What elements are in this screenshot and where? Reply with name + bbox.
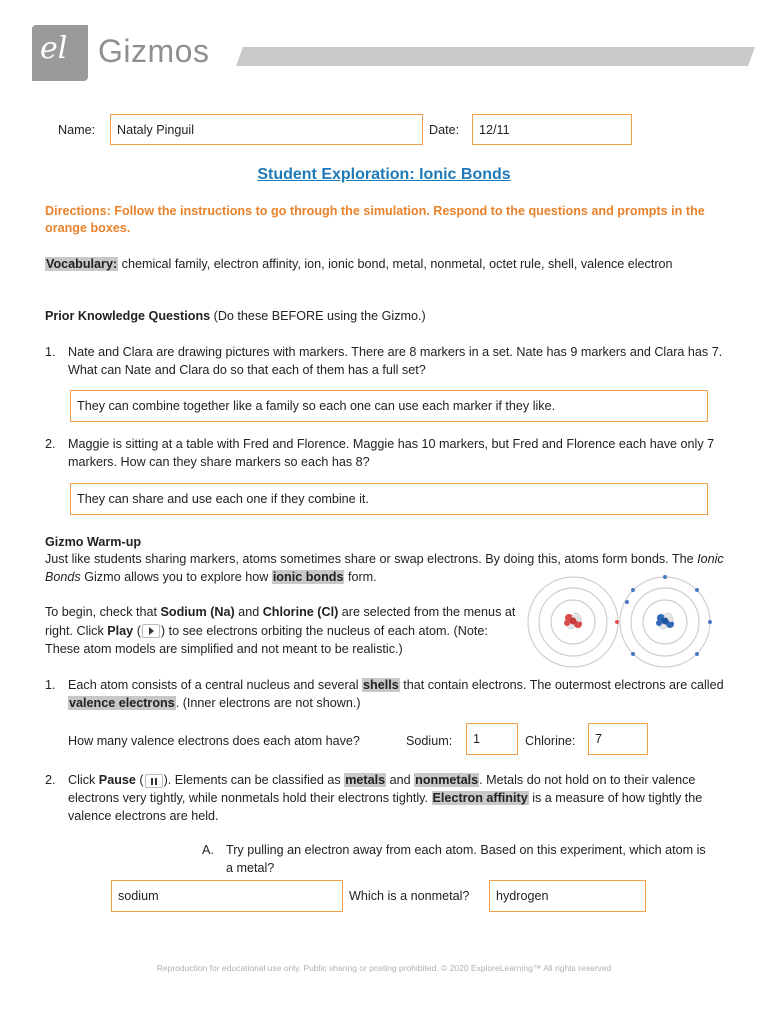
name-field[interactable]: Nataly Pinguil — [110, 114, 423, 145]
chlorine-label: Chlorine: — [525, 734, 576, 748]
warmup-p2-a: To begin, check that — [45, 605, 161, 619]
warmup-heading: Gizmo Warm-up — [45, 535, 142, 549]
logo-text: Gizmos — [98, 33, 210, 69]
shells-highlight: shells — [363, 678, 399, 692]
atom-diagram — [527, 572, 727, 672]
metals-highlight: metals — [345, 773, 386, 787]
warmup-q1-a: Each atom consists of a central nucleus and several — [68, 678, 363, 692]
warmup-q2-a: Click — [68, 773, 99, 787]
prior-q1-number: 1. — [45, 345, 56, 359]
nonmetal-label: Which is a nonmetal? — [349, 889, 470, 903]
sodium-label: Sodium: — [406, 734, 453, 748]
logo-badge — [32, 25, 88, 81]
prior-q2-text: Maggie is sitting at a table with Fred and Florence. Maggie has 10 markers, but Fred and Florence each have only 7 markers. How can they share markers so each has 8? — [68, 437, 715, 469]
warmup-q2-number: 2. — [45, 773, 56, 787]
logo-mark: el — [40, 31, 68, 66]
electron-affinity-highlight: Electron affinity — [432, 791, 528, 805]
warmup-q1-b: that contain electrons. The outermost electrons are called — [399, 678, 724, 692]
chlorine-valence-field[interactable]: 7 — [588, 723, 648, 755]
name-label: Name: — [58, 123, 96, 137]
warmup-q1-text — [68, 676, 728, 712]
chlorine-atom — [620, 575, 712, 667]
warmup-q1-c: . (Inner electrons are not shown.) — [175, 696, 361, 710]
sodium-valence-field[interactable]: 1 — [466, 723, 518, 755]
warmup-q2-d: . Metals do not hold on to their valence electrons very tightly, while nonmetals hold their electrons tightly. — [68, 773, 696, 805]
prior-note: (Do these BEFORE using the Gizmo.) — [210, 309, 426, 323]
valence-question: How many valence electrons does each atom have? — [68, 734, 360, 748]
warmup-p2-b: are selected from the menus at right. Click — [45, 605, 516, 638]
pause-icon — [145, 774, 163, 788]
vocabulary-text: chemical family, electron affinity, ion, ionic bond, metal, nonmetal, octet rule, shell, valence electron — [118, 257, 673, 271]
footer-copyright: Reproduction for educational use only. Public sharing or posting prohibited. © 2020 ExploreLearning™ All rights reserved — [156, 963, 612, 973]
valence-electrons-highlight: valence electrons — [69, 696, 175, 710]
chlorine-bold: Chlorine (Cl) — [262, 605, 339, 619]
warmup-p2-c: ( — [133, 623, 141, 638]
warmup-q2-c: ). Elements can be classified as — [163, 773, 345, 787]
prior-q2-answer[interactable]: They can share and use each one if they combine it. — [70, 483, 708, 515]
vocabulary-label: Vocabulary: — [46, 257, 118, 271]
play-icon — [142, 624, 160, 638]
prior-q2-number: 2. — [45, 437, 56, 451]
play-bold: Play — [107, 623, 134, 638]
warmup-p1-a: Just like students sharing markers, atoms sometimes share or swap electrons. By doing this, atoms form bonds. The — [45, 552, 698, 566]
date-label: Date: — [429, 123, 460, 137]
question-a-text: Try pulling an electron away from each atom. Based on this experiment, which atom is a metal? — [226, 843, 706, 875]
warmup-q2-e: is a measure of how tightly the valence electrons are held. — [68, 791, 703, 823]
prior-q1-text: Nate and Clara are drawing pictures with markers. There are 8 markers in a set. Nate has 9 markers and Clara has 7. What can Nate and Clara do so that each of them has a full set? — [68, 345, 723, 377]
warmup-q2-text — [68, 771, 730, 825]
sodium-atom — [528, 577, 618, 667]
warmup-q2-and: and — [386, 773, 415, 787]
warmup-paragraph-2 — [45, 603, 520, 659]
warmup-p1-b: Gizmo allows you to explore how — [80, 570, 272, 584]
header-bar — [236, 47, 755, 66]
question-a-letter: A. — [202, 843, 214, 857]
prior-knowledge-heading — [45, 307, 426, 325]
sodium-valence-electron — [615, 620, 619, 624]
warmup-q2-b: ( — [135, 773, 144, 787]
ionic-bonds-highlight: ionic bonds — [272, 570, 344, 584]
warmup-q1-number: 1. — [45, 678, 56, 692]
prior-heading: Prior Knowledge Questions — [45, 309, 211, 323]
prior-q1-answer[interactable]: They can combine together like a family so each one can use each marker if they like. — [70, 390, 708, 422]
pause-bold: Pause — [98, 773, 136, 787]
ionic-bonds-italic: Ionic Bonds — [45, 552, 724, 584]
sodium-bold: Sodium (Na) — [160, 605, 235, 619]
warmup-p2-d: ) to see electrons orbiting the nucleus of each atom. (Note: These atom models are simplified and not meant to be realistic.) — [45, 623, 488, 656]
warmup-p1-c: form. — [344, 570, 377, 584]
vocabulary — [45, 255, 725, 273]
page-title: Student Exploration: Ionic Bonds — [257, 166, 511, 183]
nonmetals-highlight: nonmetals — [415, 773, 479, 787]
directions: Directions: Follow the instructions to go through the simulation. Respond to the questions and prompts in the orange boxes. — [45, 204, 705, 235]
nonmetal-answer-field[interactable]: hydrogen — [489, 880, 646, 912]
metal-answer-field[interactable]: sodium — [111, 880, 343, 912]
warmup-p2-and: and — [234, 605, 263, 619]
date-field[interactable]: 12/11 — [472, 114, 632, 145]
